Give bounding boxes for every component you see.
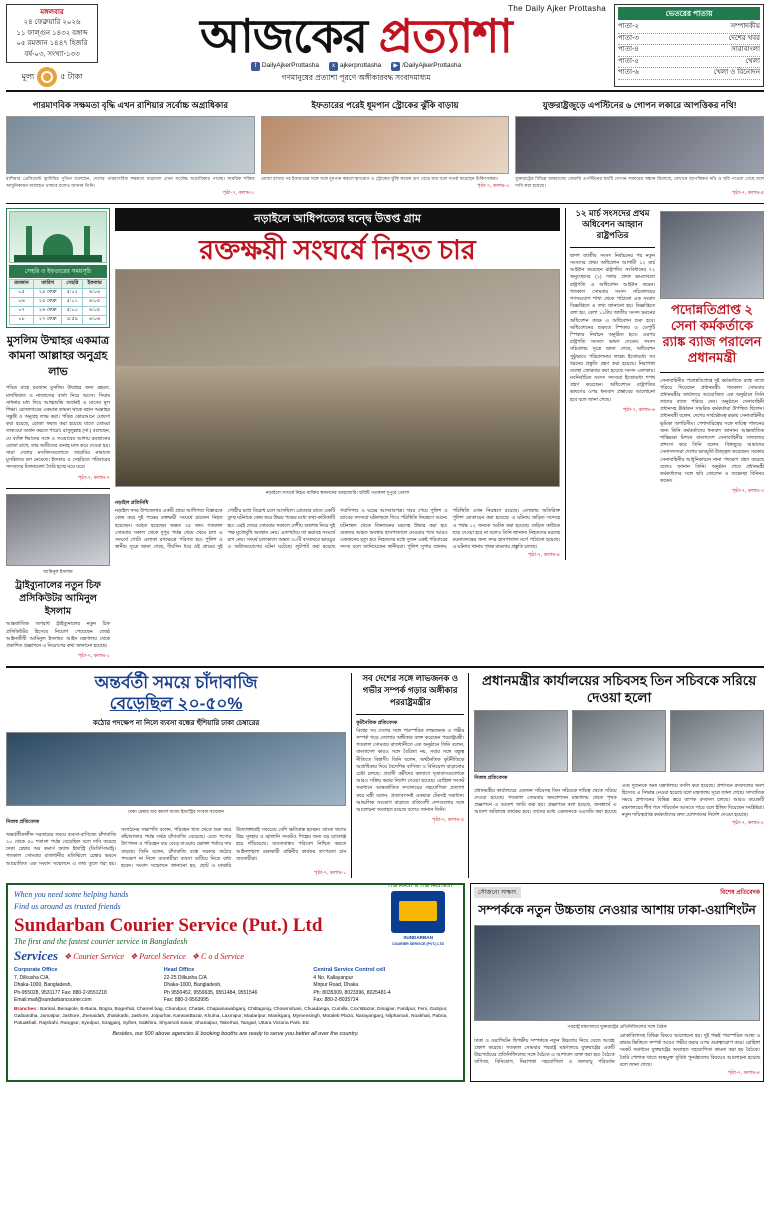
army-continued: পৃষ্ঠা-৭, কলাম-৩ xyxy=(731,488,764,495)
parliament-story[interactable] xyxy=(565,208,655,561)
facebook-handle: DailyAjkerProttasha xyxy=(261,62,319,69)
date-box xyxy=(6,4,98,63)
prayer-times-title: সেহরি ও ইফতারের সময়সূচি xyxy=(9,265,107,278)
facebook-icon: f xyxy=(251,62,260,71)
portrait-caption: আমিনুল ইসলাম xyxy=(43,568,73,574)
chamber-body-text: অন্তর্বর্তীকালীন সরকারের সময়ে ব্যবসা-বাণিজ্যে চাঁদাবাজি ২০ থেকে ৫০ শতাংশ পর্যন্ত বেড়েছিল বলে দাবি করেছে ঢাকা চেম্বার অব কমার্স অ্যান্ড ইন্ডাস্ট্রি (ডিসিসিআই)। গতকাল সোমবার রাজধানীর মতিঝিলে চেম্বার ভবনে আয়োজিত এক সংবাদ সম্মেলনে এ তথ্য তুলে ধরা হয়। সংগঠনের সভাপতি বলেন, পরিবহন খাত থেকে শুরু করে কাঁচাবাজার পর্যন্ত সর্বত্র চাঁদাবাজি বেড়েছে। এতে পণ্যের উৎপাদন ও পরিবহন ব্যয় বেড়ে যাওয়ায় ভোক্তা পর্যায়ে দাম বাড়ছে। তিনি বলেন, চাঁদাবাজি বন্ধে সরকার কঠোর পদক্ষেপ না নিলে ব্যবসায়ীরা ব্যবসা গুটিয়ে নিতে বাধ্য হবেন। সংবাদ সম্মেলনে জানানো হয়, ছোট ও মাঝারি উদ্যোক্তারাই সবচেয়ে বেশি ক্ষতিগ্রস্ত হচ্ছেন। ব্যাংক ঋণের উচ্চ সুদহার ও জ্বালানি সংকটও শিল্পের জন্য বড় চ্যালেঞ্জ হয়ে দাঁড়িয়েছে। ব্যবসাবান্ধব পরিবেশ নিশ্চিত করতে আইনশৃঙ্খলা রক্ষাকারী বাহিনীর কার্যকর তৎপরতা চান ব্যবসায়ীরা। xyxy=(6,827,347,869)
logo-subtitle: COURIER SERVICE (PVT.) LTD xyxy=(392,942,445,947)
parliament-continued: পৃষ্ঠা-৭, কলাম-৬ xyxy=(622,406,655,413)
tagline: গণমানুষের প্রত্যাশা পূরণে অঙ্গীকারবদ্ধ সংবাদমাধ্যম xyxy=(281,73,431,82)
youtube-link[interactable] xyxy=(391,62,461,71)
corporate-office: Corporate Office 7, Dilkusha C/A, Dhaka-1000, Bangladesh, Ph-955028, 9531177 Fax: 880-2-9551218 Email:mail@sundarbancourier.com xyxy=(14,967,107,1003)
teaser-continued: পৃষ্ঠা-৭, কলাম-১ xyxy=(222,189,255,196)
parliament-headline: ১২ মার্চ সংসদের প্রথম অধিবেশন আহ্বান রাষ্ট্রপতির xyxy=(575,207,650,241)
foreign-minister-story[interactable] xyxy=(351,673,469,878)
washington-headline: সম্পর্ককে নতুন উচ্চতায় নেওয়ার আশায় ঢাকা-ওয়াশিংটন xyxy=(478,903,756,918)
publication-date-hijri: ০৫ রমজান ১৪৪৭ হিজরি xyxy=(16,40,88,48)
lead-body xyxy=(115,508,560,552)
teaser-continued: পৃষ্ঠা-৭, কলাম-৩ xyxy=(477,182,510,189)
cigarette-photo xyxy=(261,116,510,174)
courtesy-label: সৌজন্যে সাক্ষাৎ xyxy=(474,887,520,898)
secretary-body-text: প্রধানমন্ত্রীর কার্যালয়ের একজন সচিবসহ তিন সচিবকে দায়িত্ব থেকে সরিয়ে দেওয়া হয়েছে। গতকাল সোমবার জনপ্রশাসন মন্ত্রণালয় থেকে পৃথক প্রজ্ঞাপনে এ আদেশ জারি করা হয়। প্রজ্ঞাপনে বলা হয়েছে, জনস্বার্থে এ আদেশ অবিলম্বে কার্যকর হবে। তাদের মধ্যে একজনকে ওএসডি করা হয়েছে এবং দুজনকে অন্য মন্ত্রণালয়ে বদলি করা হয়েছে। প্রশাসনে রদবদলের অংশ হিসেবে এ সিদ্ধান্ত নেওয়া হয়েছে বলে মন্ত্রণালয় সূত্রে জানা গেছে। সাম্প্রতিক সময়ে প্রশাসনের বিভিন্ন স্তরে ব্যাপক রদবদল চলছে। আরও কয়েকটি মন্ত্রণালয়ের শীর্ষ পদে পরিবর্তন আসতে পারে বলে ইঙ্গিত দিয়েছেন সংশ্লিষ্টরা। নতুন দায়িত্বপ্রাপ্ত কর্মকর্তাদের দ্রুত যোগদানের নির্দেশ দেওয়া হয়েছে। xyxy=(474,783,764,818)
service-item: ❖ C o d Service xyxy=(191,951,244,961)
prayer-header: রমজান xyxy=(10,279,34,288)
ad-script-line1: When you need some helping hands xyxy=(14,890,129,900)
lead-headline: রক্তক্ষয়ী সংঘর্ষে নিহত চার xyxy=(199,234,476,265)
prayer-times-box xyxy=(6,208,110,328)
services-label: Services xyxy=(14,948,59,964)
office-title: Head Office xyxy=(163,967,195,974)
inside-page-value: দেশের খবর xyxy=(728,34,760,42)
office-title: Corporate Office xyxy=(14,967,58,974)
washington-body xyxy=(474,1033,760,1070)
table-row: ০৬ ২৫ ফেব্রু ৫:০১ ৬:০৫ xyxy=(10,297,107,306)
volume-issue: বর্ষ-০৩, সংখ্যা-১৩৩ xyxy=(24,50,80,58)
special-correspondent-label: বিশেষ প্রতিবেদক xyxy=(720,890,760,897)
youtube-icon: ▶ xyxy=(391,62,400,71)
bottom-section xyxy=(6,883,764,1082)
teaser-headline: ইফতারের পরেই ধূমপান স্ট্রোকের ঝুঁকি বাড়ায় xyxy=(311,100,459,111)
fm-body-text: বিশ্বের সব দেশের সঙ্গে পারস্পরিক লাভজনক ও গভীর সম্পর্ক গড়ে তোলার অঙ্গীকার ব্যক্ত করেছেন পররাষ্ট্রমন্ত্রী। গতকাল সোমবার রাজধানীতে এক অনুষ্ঠানে তিনি বলেন, বাংলাদেশ কারও সঙ্গে বৈরিতা নয়, সবার সঙ্গে বন্ধুত্ব নীতিতে বিশ্বাসী। তিনি বলেন, অর্থনৈতিক কূটনীতিকে অগ্রাধিকার দিয়ে বৈদেশিক বাণিজ্য ও বিনিয়োগ বাড়ানোর চেষ্টা চলছে। প্রবাসী কর্মীদের কল্যাণে দূতাবাসগুলোকে আরও সক্রিয় করার নির্দেশ দেওয়া হয়েছে। রোহিঙ্গা সংকট সমাধানে আন্তর্জাতিক সম্প্রদায়ের সহযোগিতা প্রত্যাশা করে মন্ত্রী বলেন, প্রত্যাবাসনই একমাত্র টেকসই সমাধান। আঞ্চলিক সংযোগ বাড়াতে প্রতিবেশী দেশগুলোর সঙ্গে আলোচনা অব্যাহত রয়েছে বলেও জানান তিনি। xyxy=(356,728,465,813)
teaser-body: যুক্তরাষ্ট্রের বিভিন্ন অঙ্গরাজ্যে জেফরি এপস্টিনের ছয়টি গোপন লকারের সন্ধান মিলেছে, যেখানে আপত্তিকর নথি ও ছবি পাওয়া গেছে বলে দাবি করা হয়েছে। xyxy=(515,176,765,188)
chamber-headline-line1: অন্তর্বর্তী সময়ে চাঁদাবাজি xyxy=(94,673,258,693)
washington-body-text: ঢাকা ও ওয়াশিংটন দ্বিপক্ষীয় সম্পর্ককে নতুন উচ্চতায় নিয়ে যেতে আগ্রহ প্রকাশ করেছে। গতকাল সোমবার পররাষ্ট্র মন্ত্রণালয়ে যুক্তরাষ্ট্রের একটি উচ্চপর্যায়ের প্রতিনিধিদলের সঙ্গে বৈঠকে এ আশাবাদ ব্যক্ত করা হয়। বৈঠকে বাণিজ্য, বিনিয়োগ, নিরাপত্তা সহযোগিতা ও জলবায়ু পরিবর্তন মোকাবিলাসহ বিভিন্ন বিষয়ে আলোচনা হয়। দুই পক্ষই পারস্পরিক আস্থা ও শ্রদ্ধার ভিত্তিতে সম্পর্ক আরও গভীর করার ওপর গুরুত্বারোপ করে। রোহিঙ্গা সংকট সমাধানে যুক্তরাষ্ট্রের অব্যাহত সহযোগিতা কামনা করা হয় বৈঠকে। তৈরি পোশাক খাতে শুল্কমুক্ত সুবিধা পুনর্বহালের বিষয়েও আলোচনা হয়েছে বলে জানা গেছে। xyxy=(474,1034,760,1068)
teaser-item[interactable] xyxy=(261,99,510,197)
teaser-body: রোজা রাখার পর ইফতারের সঙ্গে সঙ্গে ধূমপান করলে হৃদরোগ ও স্ট্রোকের ঝুঁকি কয়েক গুণ বেড়ে যায় বলে সতর্ক করেছেন চিকিৎসকরা। xyxy=(260,176,499,182)
chamber-byline: নিজস্ব প্রতিবেদক xyxy=(6,818,40,825)
prosecutor-continued: পৃষ্ঠা-৭, কলাম-২ xyxy=(77,653,110,660)
pm-army-officers-photo xyxy=(660,211,764,299)
ramadan-headline: মুসলিম উম্মাহর একমাত্র কামনা আল্লাহর অনুগ্রহ লাভ xyxy=(6,334,110,379)
inside-page-label: পাতা-৪ xyxy=(618,46,639,54)
washington-continued: পৃষ্ঠা-৭, কলাম-৪ xyxy=(727,1070,760,1077)
publication-date: ২৪ ফেব্রুয়ারি ২০২৬ xyxy=(23,19,81,27)
sundarban-courier-advertisement[interactable] xyxy=(6,883,465,1082)
chamber-photo-caption: ঢাকা চেম্বার অব কমার্স অ্যান্ড ইন্ডাস্ট্রির সংবাদ সম্মেলন xyxy=(128,808,224,814)
masthead xyxy=(6,4,764,92)
fm-body xyxy=(356,728,464,814)
masthead-center xyxy=(102,4,610,87)
documents-photo xyxy=(515,116,764,174)
ramadan-body xyxy=(6,385,110,471)
inside-page-label: পাতা-৬ xyxy=(618,69,639,77)
logo-mark-icon xyxy=(391,891,445,933)
secretary-3-photo xyxy=(670,710,764,772)
secretary-1-photo xyxy=(474,710,568,772)
inside-pages-box xyxy=(614,4,764,87)
secretary-story[interactable] xyxy=(474,673,764,878)
fm-headline: সব দেশের সঙ্গে লাভজনক ও গভীর সম্পর্ক গড়ার অঙ্গীকার পররাষ্ট্রমন্ত্রীর xyxy=(362,673,458,707)
inside-page-row[interactable] xyxy=(618,34,760,46)
chamber-headline xyxy=(6,673,346,714)
parliament-body-text: দ্বাদশ জাতীয় সংসদ নির্বাচনের পর নতুন সংসদের প্রথম অধিবেশন আগামী ১২ মার্চ আহ্বান করেছেন রাষ্ট্রপতি। সংবিধানের ৭২ অনুচ্ছেদের (১) দফায় প্রদত্ত ক্ষমতাবলে রাষ্ট্রপতি এ অধিবেশন আহ্বান করেন। গতকাল সোমবার সংসদ সচিবালয়ের গণসংযোগ শাখা থেকে পাঠানো এক সংবাদ বিজ্ঞপ্তিতে এ তথ্য জানানো হয়। বিজ্ঞপ্তিতে বলা হয়, বেলা ১১টায় জাতীয় সংসদ ভবনের অধিবেশন কক্ষে এ অধিবেশন শুরু হবে। অধিবেশনের শুরুতে স্পিকার ও ডেপুটি স্পিকার নির্বাচন অনুষ্ঠিত হবে। এরপর রাষ্ট্রপতি সংসদে ভাষণ দেবেন। সংসদ সচিবালয় সূত্রে জানা গেছে, অধিবেশন সুষ্ঠুভাবে পরিচালনার লক্ষ্যে ইতোমধ্যে সব ধরনের প্রস্তুতি গ্রহণ করা হয়েছে। নিরাপত্তা ব্যবস্থা জোরদার করা হয়েছে সংসদ এলাকায়। নবনির্বাচিত সংসদ সদস্যরা ইতোমধ্যে শপথ গ্রহণ করেছেন। অধিবেশনে রাষ্ট্রপতির ভাষণের ওপর ধন্যবাদ প্রস্তাবের আলোচনা হবে বলে জানা গেছে। xyxy=(570,253,655,403)
price-block xyxy=(6,67,98,87)
teaser-headline: পারমাণবিক সক্ষমতা বৃদ্ধি এখন রাশিয়ার সর্বোচ্চ অগ্রাধিকার xyxy=(32,100,229,111)
lower-section xyxy=(6,673,764,878)
army-headline: পদোন্নতিপ্রাপ্ত ২ সেনা কর্মকর্তাকে র‍্যাঙ্ক ব্যাজ পরালেন প্রধানমন্ত্রী xyxy=(662,301,762,366)
clash-victim-photo xyxy=(115,269,560,487)
ad-offices xyxy=(14,967,457,1004)
ad-branches xyxy=(14,1007,457,1028)
teaser-item[interactable] xyxy=(515,99,764,197)
prosecutor-headline: ট্রাইব্যুনালের নতুন চিফ প্রসিকিউটর আমিনুল ইসলাম xyxy=(15,579,101,618)
army-body xyxy=(660,378,764,486)
lead-continued: পৃষ্ঠা-৭, কলাম-৪ xyxy=(527,552,560,559)
secretary-2-photo xyxy=(572,710,666,772)
prayer-times-table xyxy=(9,279,107,325)
inside-page-row[interactable] xyxy=(618,57,760,69)
chamber-continued: পৃষ্ঠা-৭, কলাম-১ xyxy=(314,870,347,877)
right-column[interactable] xyxy=(660,208,764,662)
chamber-body xyxy=(6,827,346,870)
table-row: ০৮ ২৭ ফেব্রু ৪:৫৯ ৬:০৬ xyxy=(10,315,107,324)
price-value: ৫ টাকা xyxy=(60,71,83,81)
youtube-handle: /DailyAjkerProttasha xyxy=(402,62,462,69)
seal-icon xyxy=(37,67,57,87)
secretary-continued: পৃষ্ঠা-৭, কলাম-২ xyxy=(731,820,764,827)
secretary-photos xyxy=(474,710,764,772)
ad-brand-name: Sundarban Courier Service (Put.) Ltd xyxy=(14,915,323,937)
lead-photo-caption: নড়াইলে সংঘর্ষে নিহত ব্যক্তির স্বজনদের আহাজারি। ছবিটি গতকাল দুপুরে তোলা xyxy=(265,490,410,496)
inside-page-row[interactable] xyxy=(618,45,760,57)
branches-text: Barisal, Benapole, B-Baria, Bogra, Bogerhat, Chamel bag, Chandpur, Chatak, Chapainawabganj, Chittagong, Chowmohani, Chuadanga, Cumilla, Cox'sBazar, Dinajpur, Faridpur, Feni, Gazipur, Gaibandha, Jamalpur, Jashore, Jhenaidah, Jhalokathi, Jashore, Joipurhat, KarwanBazar, Khulna, Laxmipur, Madaripur, Manikganj, Mymensingh, Motaleb Plaza, Narayanganj, Nilphamari, Noakhali, Pabna, Patuakhali, Rajshahi, Rangpur, Syedpur, Sirajganj, Sylhet, Satkhira, Shyamoli Savar, Shariatpur, Takerhat, Tangail, Uttara Victoria Park. Etc xyxy=(14,1007,448,1026)
lead-story[interactable] xyxy=(115,208,560,561)
chamber-headline-line2: বেড়েছিল ২০-৫০% xyxy=(109,693,243,713)
table-row: ০৫ ২৪ ফেব্রু ৫:০২ ৬:০৪ xyxy=(10,288,107,297)
top-teasers xyxy=(6,95,764,203)
teaser-item[interactable] xyxy=(6,99,255,197)
prayer-header: ইফতার xyxy=(83,279,107,288)
teaser-body: রাশিয়ার প্রেসিডেন্ট ভ্লাদিমির পুতিন বলেছেন, দেশের পারমাণবিক সক্ষমতা বাড়ানো এখন সর্বোচ্চ অগ্রাধিকার পাচ্ছে। সামরিক শক্তির আধুনিকায়ন অব্যাহত থাকবে বলেও জানান তিনি। xyxy=(6,176,255,188)
masthead-left xyxy=(6,4,98,87)
left-column xyxy=(6,208,110,662)
sundarban-logo xyxy=(381,891,455,946)
lead-kicker: নড়াইলে আধিপত্যের দ্বন্দ্বে উত্তপ্ত গ্রাম xyxy=(115,208,560,231)
ramadan-continued: পৃষ্ঠা-৭, কলাম-৭ xyxy=(77,474,110,481)
washington-photo-caption: পররাষ্ট্র মন্ত্রণালয়ে যুক্তরাষ্ট্রের প্রতিনিধিদলের সঙ্গে বৈঠক xyxy=(567,1024,667,1030)
newspaper-title xyxy=(102,10,610,62)
parliament-body xyxy=(570,253,655,404)
publication-day: মঙ্গলবার xyxy=(40,9,64,16)
prayer-header: সেহরি xyxy=(62,279,83,288)
ad-footer: Besides, our 500 above agencies & booking booths are ready to serve you better all over the country. xyxy=(112,1030,359,1037)
aminul-islam-portrait xyxy=(6,494,110,566)
facebook-link[interactable] xyxy=(251,62,319,71)
service-item: ❖ Parcel Service xyxy=(130,951,186,961)
teaser-headline: যুক্তরাষ্ট্রজুড়ে এপস্টিনের ৬ গোপন লকারে আপত্তিকর নথি! xyxy=(542,100,737,111)
twitter-icon: x xyxy=(329,62,338,71)
head-office: Head Office 22-25 Dilkusha C/A Dhaka-1000, Bangladesh, Ph 9550452, 9559635, 9551484, 9551546 Fax: 880-2-9563995 xyxy=(163,967,258,1003)
diplomatic-meeting-photo xyxy=(474,925,760,1021)
chamber-subhead: কঠোর পদক্ষেপ না নিলে ব্যবসা বন্ধের হুঁশিয়ারি ঢাকা চেম্বারের xyxy=(92,719,260,727)
inside-page-label: পাতা-৫ xyxy=(618,57,639,65)
title-part-one: আজকের xyxy=(200,10,367,62)
ad-tagline: The first and the fastest courier service in Bangladesh xyxy=(14,937,188,947)
service-control-cell: Central Service Control cell 4 No. Kallayanpur Mirpur Road, Dhaka Ph: 8035309, 8023396, 8025481-4 Fax: 880-2-8035724 xyxy=(313,967,391,1003)
inside-page-label: পাতা-২ xyxy=(618,23,639,31)
price-label: মূল্য xyxy=(21,71,35,81)
fm-byline: কূটনৈতিক প্রতিবেদক xyxy=(356,719,398,726)
washington-story[interactable] xyxy=(470,883,764,1082)
branches-label: Branches : xyxy=(14,1007,39,1013)
english-title: The Daily Ajker Prottasha xyxy=(508,4,606,13)
mosque-illustration xyxy=(9,211,107,263)
logo-name: SUNDARBAN xyxy=(403,935,433,941)
inside-page-label: পাতা-৩ xyxy=(618,34,639,42)
ad-script-line2: Find us around as trusted friends xyxy=(14,902,121,912)
inside-pages-header: ভেতরের পাতায় xyxy=(618,7,760,20)
inside-page-row[interactable] xyxy=(618,68,760,80)
title-part-two: প্রত্যাশা xyxy=(378,10,512,62)
washington-header-row xyxy=(474,887,760,898)
prosecutor-body xyxy=(6,621,110,650)
teaser-continued: পৃষ্ঠা-৭, কলাম-৫ xyxy=(731,189,765,196)
inside-page-row[interactable] xyxy=(618,22,760,34)
army-body-text: সেনাবাহিনীর পদোন্নতিপ্রাপ্ত দুই কর্মকর্তাকে র‍্যাঙ্ক ব্যাজ পরিয়ে দিয়েছেন প্রধানমন্ত্রী। গতকাল সোমবার প্রধানমন্ত্রীর কার্যালয়ে আয়োজিত এক অনুষ্ঠানে তিনি তাদের ব্যাজ পরিয়ে দেন। অনুষ্ঠানে সেনাবাহিনী প্রধানসহ ঊর্ধ্বতন সামরিক কর্মকর্তারা উপস্থিত ছিলেন। প্রধানমন্ত্রী বলেন, দেশের সার্বভৌমত্ব রক্ষায় সেনাবাহিনীর ভূমিকা অপরিসীম। পেশাদারিত্বের সঙ্গে দায়িত্ব পালনের জন্য তিনি কর্মকর্তাদের ধন্যবাদ জানান। আন্তর্জাতিক শান্তিরক্ষা মিশনে বাংলাদেশ সেনাবাহিনীর সাফল্যের প্রশংসা করে তিনি বলেন, বিশ্বজুড়ে আমাদের সেনাসদস্যরা দেশের ভাবমূর্তি উজ্জ্বল করেছেন। সরকার সেনাবাহিনীর আধুনিকায়নে নানা পদক্ষেপ গ্রহণ করেছে বলেও জানান তিনি। অনুষ্ঠান শেষে প্রধানমন্ত্রী কর্মকর্তাদের সঙ্গে ছবি তোলেন ও শুভেচ্ছা বিনিময় করেন। xyxy=(660,378,764,485)
putin-photo xyxy=(6,116,255,174)
table-row: ০৭ ২৬ ফেব্রু ৫:০০ ৬:০৫ xyxy=(10,306,107,315)
prayer-header: তারিখ xyxy=(33,279,62,288)
inside-page-value: সম্পাদকীয় xyxy=(730,23,760,31)
chamber-story[interactable] xyxy=(6,673,346,878)
main-content xyxy=(6,208,764,662)
service-item: ❖ Courier Service xyxy=(64,951,125,961)
secretary-byline: নিজস্ব প্রতিবেদক xyxy=(474,774,508,781)
ramadan-body-text: পবিত্র মাহে রমজান মুসলিম উম্মাহর জন্য রহমত, মাগফিরাত ও নাজাতের বার্তা নিয়ে আসে। সিয়াম সাধনার মধ্য দিয়ে আত্মশুদ্ধি অর্জনই এ মাসের মূল শিক্ষা। রোজাদারের একমাত্র কামনা থাকে মহান আল্লাহর সন্তুষ্টি ও অনুগ্রহ লাভ করা। পবিত্র কোরআনে ঘোষণা করা হয়েছে, রোজা ফরজ করা হয়েছে যাতে তোমরা তাকওয়া অর্জন করতে পারো। রাসুলুল্লাহ (সা.) বলেছেন, যে ব্যক্তি ঈমানের সঙ্গে ও সওয়াবের আশায় রমজানের রোজা রাখে, তার অতীতের গুনাহ মাফ করে দেওয়া হয়। সারা দেশের মসজিদগুলোতে তারাবির নামাজে মুসল্লিদের ঢল নেমেছে। ইফতার ও সেহরিতে পরিবারের সদস্যদের মিলনমেলা তৈরি হচ্ছে ঘরে ঘরে। xyxy=(6,386,110,471)
lead-body-text: নড়াইল সদর উপজেলার একটি গ্রামে আধিপত্য বিস্তারকে কেন্দ্র করে দুই পক্ষের রক্তক্ষয়ী সংঘর্ষে চারজন নিহত হয়েছেন। আহত হয়েছেন অন্তত ৩৫ জন। গতকাল সোমবার সকাল থেকে দুপুর পর্যন্ত থেমে থেমে চলা এ সংঘর্ষে গোটা এলাকা রণক্ষেত্রে পরিণত হয়। পুলিশ ও স্থানীয় সূত্রে জানা গেছে, দীর্ঘদিন ধরে ওই গ্রামের দুই গোষ্ঠীর মধ্যে বিরোধ চলে আসছিল। রোববার রাতে একটি তুচ্ছ ঘটনাকে কেন্দ্র করে উভয় পক্ষের মধ্যে কথা-কাটাকাটি হয়। এরই জেরে সোমবার সকালে দেশীয় অস্ত্রশস্ত্র নিয়ে দুই পক্ষ মুখোমুখি অবস্থান নেয়। একপর্যায়ে তা ভয়াবহ সংঘর্ষে রূপ নেয়। সংঘর্ষ চলাকালে অন্তত ৩০টি বসতঘরে ভাঙচুর ও অগ্নিসংযোগের ঘটনা ঘটেছে। লুটপাট করা হয়েছে গবাদিপশু ও ঘরের আসবাবপত্র। খবর পেয়ে পুলিশ ও র‍্যাবের সদস্যরা ঘটনাস্থলে গিয়ে পরিস্থিতি নিয়ন্ত্রণে আনে। ঘটনাস্থল থেকে তিনজনের মরদেহ উদ্ধার করা হয়। গুরুতর আহত অবস্থায় হাসপাতালে নেওয়ার পথে আরও একজনের মৃত্যু হয়। নিহতদের মধ্যে দুজন একই পরিবারের সদস্য বলে জানিয়েছেন স্থানীয়রা। পুলিশ সুপার জানান, পরিস্থিতি এখন নিয়ন্ত্রণে রয়েছে। এলাকায় অতিরিক্ত পুলিশ মোতায়েন করা হয়েছে। এ ঘটনায় জড়িত সন্দেহে এ পর্যন্ত ১২ জনকে আটক করা হয়েছে। জড়িত কাউকে ছাড় দেওয়া হবে না বলেও তিনি জানান। নিহতদের মরদেহ ময়নাতদন্তের জন্য সদর হাসপাতাল মর্গে পাঠানো হয়েছে। এ ঘটনায় থানায় পৃথক মামলার প্রস্তুতি চলছে। xyxy=(115,509,560,551)
secretary-body xyxy=(474,783,764,820)
fm-continued: পৃষ্ঠা-৭, কলাম-৫ xyxy=(432,817,465,824)
ad-services xyxy=(14,948,457,964)
lead-byline: নড়াইল প্রতিনিধি xyxy=(115,500,149,507)
prosecutor-body-text: আন্তর্জাতিক অপরাধ ট্রাইব্যুনালের নতুন চিফ প্রসিকিউটর হিসেবে নিয়োগ পেয়েছেন জ্যেষ্ঠ আইনজীবী আমিনুল ইসলাম। আইন মন্ত্রণালয় থেকে প্রকাশিত প্রজ্ঞাপনে এ নিয়োগের কথা জানানো হয়েছে। xyxy=(6,622,110,650)
twitter-handle: ajkerprottasha xyxy=(339,62,382,69)
center-column xyxy=(115,208,655,662)
social-links xyxy=(102,62,610,71)
publication-date-bangla: ১১ ফাল্গুন ১৪৩২ বঙ্গাব্দ xyxy=(16,29,88,37)
inside-page-value: সারাবাংলা xyxy=(731,46,760,54)
inside-page-value: খেলা xyxy=(745,57,760,65)
twitter-link[interactable] xyxy=(329,62,381,71)
ad-first-fastest-label: THE FIRST & THE FASTEST xyxy=(387,883,454,890)
press-conference-photo xyxy=(6,732,346,806)
secretary-headline: প্রধানমন্ত্রীর কার্যালয়ের সচিবসহ তিন সচিবকে সরিয়ে দেওয়া হলো xyxy=(482,673,757,706)
inside-page-value: খেলা ও বিনোদন xyxy=(713,69,760,77)
office-title: Central Service Control cell xyxy=(313,967,386,974)
